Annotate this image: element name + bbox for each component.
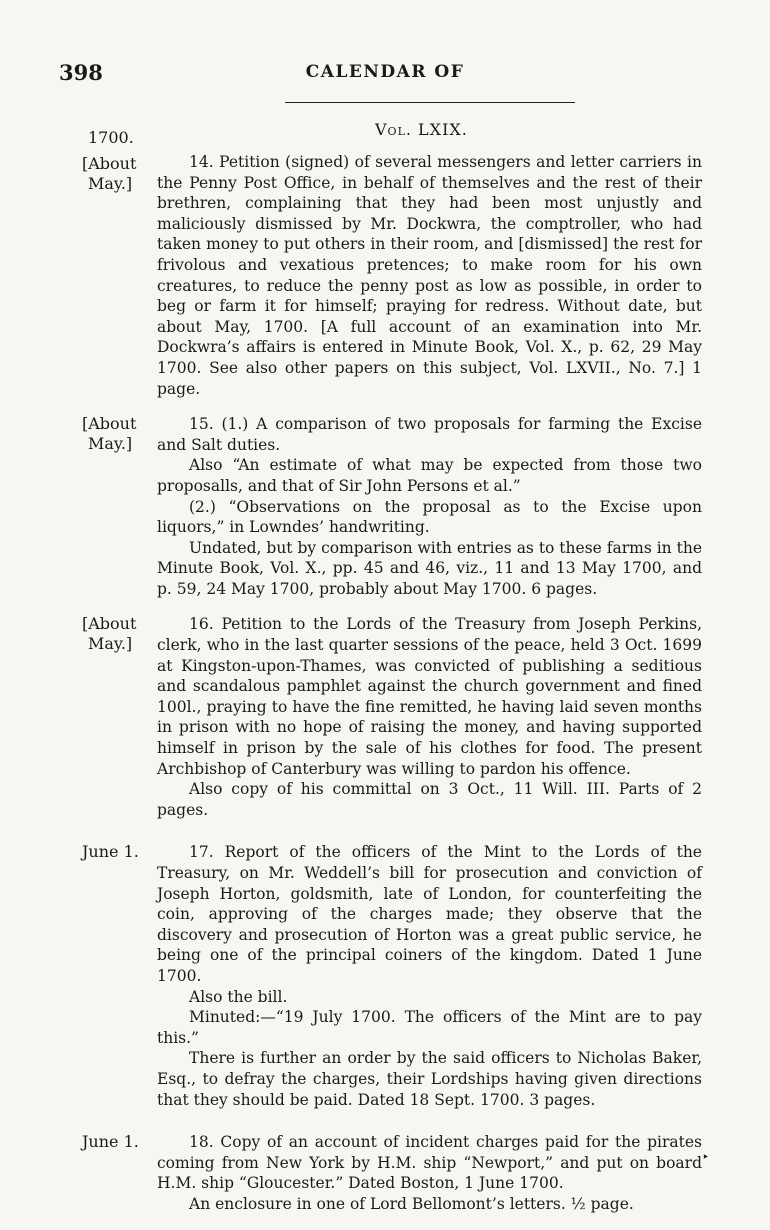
margin-date-line: [About — [82, 614, 137, 634]
margin-date — [82, 842, 146, 862]
paragraph: 14. Petition (signed) of several messengers and letter carriers in the Penny Post Office, in behalf of themselves and the rest of their brethren, complaining that they had been most unjustly and maliciously dismissed by Mr. Dockwra, the comptroller, who had taken money to put others in their room, and [dismissed] the rest for frivolous and vexatious pretences; to make room for his own creatures, to reduce the penny post as low as possible, in order to beg or farm it for himself; praying for redress. Without date, but about May, 1700. [A full account of an examination into Mr. Dockwra’s affairs is entered in Minute Book, Vol. X., p. 62, 29 May 1700. See also other papers on this subject, Vol. LXVII., No. 7.] 1 page. — [157, 153, 702, 398]
paragraph: 15. (1.) A comparison of two proposals for farming the Excise and Salt duties. — [157, 415, 702, 454]
entry-18 — [82, 1132, 702, 1214]
volume-heading: Vol. LXIX. — [375, 120, 468, 139]
margin-date-line: June 1. — [82, 842, 139, 862]
paragraph: 16. Petition to the Lords of the Treasury from Joseph Perkins, clerk, who in the last quarter sessions of the peace, held 3 Oct. 1699 at Kingston-upon-Thames, was convicted of publishing a seditious and scandalous pamphlet against the church government and fined 100l., praying to have the fine remitted, he having laid seven months in prison with no hope of raising the money, and having supported himself in prison by the sale of his clothes for food. The present Archbishop of Canterbury was willing to pardon his offence. — [157, 615, 702, 778]
margin-date-line: May.] — [88, 434, 133, 454]
paragraph: Minuted:—“19 July 1700. The officers of the Mint are to pay this.” — [157, 1008, 702, 1047]
margin-date-line: May.] — [88, 174, 133, 193]
paragraph: 18. Copy of an account of incident charges paid for the pirates coming from New York by H.M. ship “Newport,” and put on board H.M. ship “Gloucester.” Dated Boston, 1 June 1700. — [157, 1133, 702, 1193]
entry-16 — [82, 614, 702, 820]
entry-text — [157, 842, 702, 1110]
paragraph: Also copy of his committal on 3 Oct., 11 Will. III. Parts of 2 pages. — [157, 780, 702, 819]
calendar-entries — [82, 148, 702, 1230]
margin-date-line: May.] — [88, 634, 133, 654]
margin-date-line: [About — [82, 154, 137, 173]
margin-date — [82, 1132, 146, 1152]
page-number: 398 — [59, 60, 103, 85]
year-label: 1700. — [88, 128, 134, 147]
entry-text — [157, 152, 702, 399]
paragraph: There is further an order by the said officers to Nicholas Baker, Esq., to defray the charges, their Lordships having given directions that they should be paid. Dated 18 Sept. 1700. 3 pages. — [157, 1049, 702, 1109]
margin-date-line: June 1. — [82, 1132, 139, 1152]
margin-date-line: [About — [82, 414, 137, 434]
paragraph: Also “An estimate of what may be expected from those two proposalls, and that of Sir John Persons et al.” — [157, 456, 702, 495]
entry-text — [157, 614, 702, 820]
paragraph: Undated, but by comparison with entries as to these farms in the Minute Book, Vol. X., pp. 45 and 46, viz., 11 and 13 May 1700, and p. 59, 24 May 1700, probably about May 1700. 6 pages. — [157, 538, 702, 598]
margin-date — [82, 414, 146, 454]
paragraph: Also the bill. — [189, 987, 288, 1006]
entry-text — [157, 414, 702, 599]
entry-14 — [82, 152, 702, 399]
margin-date — [82, 614, 146, 654]
margin-date — [82, 154, 146, 194]
paragraph: An enclosure in one of Lord Bellomont’s letters. ½ page. — [189, 1194, 634, 1213]
paragraph: (2.) “Observations on the proposal as to the Excise upon liquors,” in Lowndes’ handwriting. — [157, 497, 702, 537]
paragraph: 17. Report of the officers of the Mint to the Lords of the Treasury, on Mr. Weddell’s bill for prosecution and conviction of Joseph Horton, goldsmith, late of London, for counterfeiting the coin, approving of the charges made; they observe that the discovery and prosecution of Horton was a great public service, he being one of the principal coiners of the kingdom. Dated 1 June 1700. — [157, 843, 702, 985]
header-rule — [285, 102, 575, 103]
entry-15 — [82, 414, 702, 599]
entry-text — [157, 1132, 702, 1214]
running-head: CALENDAR OF — [305, 62, 465, 82]
page-header — [59, 60, 711, 90]
page-mark: ‣ — [702, 1150, 710, 1164]
entry-17 — [82, 842, 702, 1110]
